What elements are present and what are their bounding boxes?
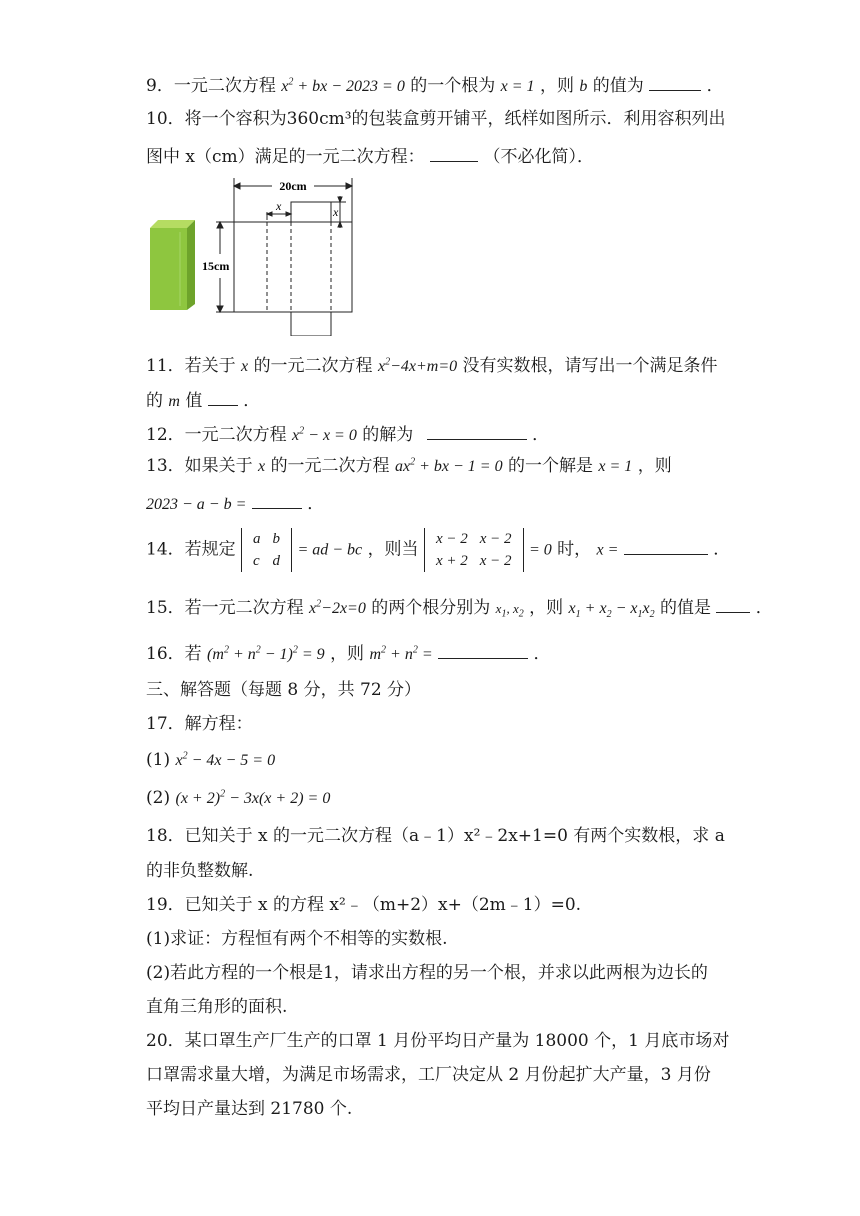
question-11-line2 — [146, 391, 260, 410]
question-19-line4: 直角三角形的面积. — [146, 997, 288, 1017]
q13-answer-blank[interactable] — [252, 494, 302, 509]
q13-equation: $ax^2$ + bx − 1 = 0 — [394, 456, 503, 475]
q11-var: x — [241, 358, 249, 375]
x-label-vertical: x — [333, 205, 339, 219]
q14-determinant-definition: a b c d — [241, 528, 292, 572]
q10-end: （不必化简）． — [483, 147, 594, 167]
q15-roots: $x_1$, $x_2$ — [495, 601, 524, 620]
q11-equation: $x^2-4x+m=0$ — [377, 356, 458, 375]
q13-end: ． — [307, 494, 325, 514]
q16-end: ． — [533, 644, 551, 664]
q15-text: 15．若一元二次方程 — [146, 598, 304, 618]
question-17-title: 17．解方程： — [146, 714, 253, 734]
q15-text-mid: 的两个根分别为 — [371, 598, 491, 618]
question-20-line3: 平均日产量达到 21780 个. — [146, 1099, 353, 1119]
question-10-line1: 10．将一个容积为360cm³的包装盒剪开铺平，纸样如图所示．利用容积列出 — [146, 109, 726, 129]
q9-answer-blank[interactable] — [649, 76, 701, 91]
question-11-line1 — [146, 358, 718, 375]
question-20-line1: 20．某口罩生产厂生产的口罩 1 月份平均日产量为 18000 个，1 月底市场对 — [146, 1031, 730, 1051]
q14-text-mid: ，则当 — [367, 539, 419, 560]
q15-text-tail: 的值是 — [659, 598, 711, 618]
q12-equation: $x^2 - x = 0$ — [292, 425, 357, 444]
q17-p1-equation: $x^2 - 4x - 5 = 0$ — [175, 750, 276, 769]
question-13-line1 — [146, 458, 672, 475]
net-outline — [216, 178, 352, 336]
question-16 — [146, 644, 550, 663]
x-label-horizontal: x — [276, 199, 282, 213]
q9-var: b — [579, 78, 588, 95]
q9-text: 9．一元二次方程 — [146, 76, 276, 96]
question-17-part2 — [146, 790, 330, 807]
q11-answer-blank[interactable] — [208, 391, 238, 406]
package-box-image — [150, 220, 195, 310]
q16-answer-blank[interactable] — [438, 644, 528, 659]
q15-text-post: ，则 — [529, 598, 564, 618]
height-label: 15cm — [202, 259, 230, 273]
q12-end: ． — [532, 425, 550, 445]
question-12 — [146, 425, 549, 444]
q12-answer-blank[interactable] — [427, 425, 527, 440]
q14-determinant-condition: x − 2 x − 2 x + 2 x − 2 — [424, 528, 524, 572]
q14-answer-blank[interactable] — [624, 540, 708, 555]
q9-equation: $x^2$ + bx − 2023 = 0 — [281, 76, 405, 95]
question-19-line2: (1)求证：方程恒有两个不相等的实数根. — [146, 929, 448, 949]
q10-answer-blank[interactable] — [430, 147, 478, 162]
q12-text-mid: 的解为 — [362, 425, 414, 445]
question-20-line2: 口罩需求量大增，为满足市场需求，工厂决定从 2 月份起扩大产量，3 月份 — [146, 1065, 711, 1085]
section-3-heading: 三、解答题（每题 8 分，共 72 分） — [146, 680, 422, 700]
q13-root: x = 1 — [598, 458, 633, 475]
q17-p2-label: (2) — [146, 788, 171, 808]
q13-expression: 2023 − a − b = — [146, 496, 247, 513]
question-13-line2 — [146, 494, 324, 513]
q15-answer-blank[interactable] — [716, 598, 750, 613]
fold-lines — [267, 222, 331, 312]
q9-end: ． — [706, 76, 724, 96]
q15-end: ． — [755, 598, 773, 618]
question-15 — [146, 598, 773, 621]
q9-text-tail: 的值为 — [592, 76, 644, 96]
q13-var: x — [258, 458, 266, 475]
q14-text-post: 时， — [557, 539, 592, 560]
question-10-line2 — [146, 147, 594, 166]
x-dimension-vertical — [338, 196, 342, 228]
q13-text-mid: 的一元二次方程 — [270, 456, 390, 476]
box-net-figure — [150, 176, 360, 336]
q16-equation: $(m^2 + n^2 - 1)^2 = 9$ — [207, 644, 325, 663]
question-19-line1: 19．已知关于 x 的方程 x²﹣（m+2）x+（2m﹣1）=0. — [146, 895, 582, 915]
q14-var: x = — [596, 541, 619, 559]
q17-p2-equation: $(x + 2)^2 - 3x(x + 2) = 0$ — [175, 788, 331, 807]
question-19-line3: (2)若此方程的一个根是1，请求出方程的另一个根，并求以此两根为边长的 — [146, 963, 708, 983]
q11-text2-post: 值 — [185, 391, 203, 411]
question-9 — [146, 76, 724, 95]
q11-text-post: 没有实数根，请写出一个满足条件 — [462, 356, 718, 376]
q16-expression: $m^2 + n^2$ = — [369, 644, 433, 663]
q14-text: 14．若规定 — [146, 539, 236, 560]
q15-equation: $x^2-2x=0$ — [309, 598, 366, 617]
question-17-part1 — [146, 752, 275, 769]
q17-p1-label: (1) — [146, 750, 171, 770]
q14-definition-value: = ad − bc — [297, 541, 363, 559]
q12-text: 12．一元二次方程 — [146, 425, 287, 445]
q9-root: x = 1 — [500, 78, 535, 95]
q9-text-post: ，则 — [539, 76, 574, 96]
q16-text: 16．若 — [146, 644, 202, 664]
q11-text: 11．若关于 — [146, 356, 236, 376]
q16-text-mid: ，则 — [330, 644, 365, 664]
q13-text-mid2: 的一个解是 — [507, 456, 593, 476]
q13-text: 13．如果关于 — [146, 456, 253, 476]
q9-text-mid: 的一个根为 — [410, 76, 496, 96]
q14-condition-value: = 0 — [528, 541, 552, 559]
q15-expression: $x_1 + x_2 - x_1x_2$ — [568, 600, 655, 621]
q11-var-m: m — [168, 393, 180, 410]
q14-end: ． — [713, 539, 731, 560]
q13-text-post: ，则 — [637, 456, 672, 476]
q11-text2: 的 — [146, 391, 163, 411]
width-label: 20cm — [279, 179, 307, 193]
question-18-line1: 18．已知关于 x 的一元二次方程（a﹣1）x²﹣2x+1=0 有两个实数根，求 a — [146, 826, 725, 846]
q11-text-mid: 的一元二次方程 — [253, 356, 373, 376]
q10-text: 图中 x（cm）满足的一元二次方程： — [146, 147, 425, 167]
question-18-line2: 的非负整数解. — [146, 861, 254, 881]
question-14 — [146, 528, 730, 572]
q11-end: ． — [243, 391, 261, 411]
